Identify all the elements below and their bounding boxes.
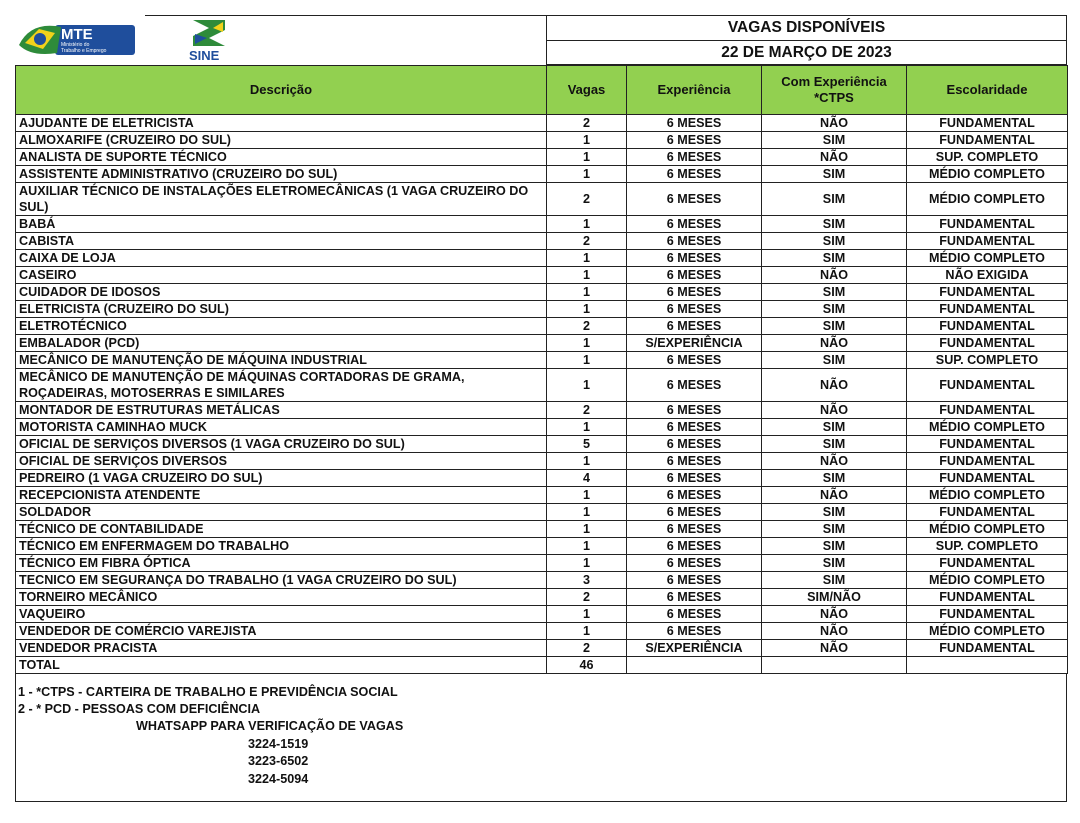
cell-experiencia: 6 MESES	[627, 538, 762, 555]
cell-vagas: 1	[547, 521, 627, 538]
table-row	[16, 419, 1068, 436]
cell-vagas: 1	[547, 132, 627, 149]
total-value: 46	[547, 657, 627, 674]
cell-descricao: TÉCNICO EM FIBRA ÓPTICA	[16, 555, 547, 572]
cell-experiencia: 6 MESES	[627, 166, 762, 183]
cell-ctps: NÃO	[762, 402, 907, 419]
cell-experiencia: 6 MESES	[627, 402, 762, 419]
cell-escolaridade: FUNDAMENTAL	[907, 589, 1068, 606]
cell-ctps: SIM	[762, 284, 907, 301]
cell-vagas: 1	[547, 335, 627, 352]
cell-descricao: VENDEDOR PRACISTA	[16, 640, 547, 657]
svg-text:Trabalho e Emprego: Trabalho e Emprego	[61, 48, 107, 54]
col-vagas: Vagas	[547, 66, 627, 115]
cell-escolaridade: FUNDAMENTAL	[907, 233, 1068, 250]
table-row	[16, 436, 1068, 453]
cell-vagas: 1	[547, 301, 627, 318]
cell-vagas: 2	[547, 115, 627, 132]
table-row	[16, 623, 1068, 640]
cell-escolaridade: FUNDAMENTAL	[907, 284, 1068, 301]
cell-escolaridade: FUNDAMENTAL	[907, 640, 1068, 657]
table-row	[16, 318, 1068, 335]
cell-vagas: 1	[547, 369, 627, 402]
note-pcd: 2 - * PCD - PESSOAS COM DEFICIÊNCIA	[18, 702, 261, 716]
table-row	[16, 183, 1068, 216]
cell-descricao: CUIDADOR DE IDOSOS	[16, 284, 547, 301]
cell-escolaridade: MÉDIO COMPLETO	[907, 250, 1068, 267]
cell-experiencia: 6 MESES	[627, 216, 762, 233]
cell-descricao: OFICIAL DE SERVIÇOS DIVERSOS	[16, 453, 547, 470]
phone-number: 3223-6502	[248, 754, 309, 768]
cell-vagas: 3	[547, 572, 627, 589]
total-row	[16, 657, 1068, 674]
cell-vagas: 1	[547, 284, 627, 301]
cell-escolaridade: MÉDIO COMPLETO	[907, 183, 1068, 216]
cell-ctps: SIM	[762, 419, 907, 436]
cell-ctps: SIM	[762, 538, 907, 555]
cell-ctps: SIM	[762, 132, 907, 149]
table-row	[16, 335, 1068, 352]
cell-descricao: TECNICO EM SEGURANÇA DO TRABALHO (1 VAGA CRUZEIRO DO SUL)	[16, 572, 547, 589]
table-header-row	[16, 66, 1068, 115]
cell-experiencia: 6 MESES	[627, 183, 762, 216]
cell-descricao: VAQUEIRO	[16, 606, 547, 623]
cell-descricao: CAIXA DE LOJA	[16, 250, 547, 267]
cell-escolaridade: FUNDAMENTAL	[907, 606, 1068, 623]
cell-descricao: RECEPCIONISTA ATENDENTE	[16, 487, 547, 504]
cell-experiencia: 6 MESES	[627, 132, 762, 149]
cell-vagas: 2	[547, 183, 627, 216]
whatsapp-label: WHATSAPP PARA VERIFICAÇÃO DE VAGAS	[136, 719, 404, 733]
cell-ctps: SIM	[762, 352, 907, 369]
table-row	[16, 470, 1068, 487]
cell-descricao: ELETRICISTA (CRUZEIRO DO SUL)	[16, 301, 547, 318]
cell-descricao: TÉCNICO DE CONTABILIDADE	[16, 521, 547, 538]
cell-experiencia: 6 MESES	[627, 284, 762, 301]
cell-vagas: 1	[547, 267, 627, 284]
cell-escolaridade: MÉDIO COMPLETO	[907, 521, 1068, 538]
table-row	[16, 132, 1068, 149]
cell-descricao: MONTADOR DE ESTRUTURAS METÁLICAS	[16, 402, 547, 419]
cell-ctps: NÃO	[762, 335, 907, 352]
cell-experiencia: 6 MESES	[627, 115, 762, 132]
cell-ctps: NÃO	[762, 487, 907, 504]
table-row	[16, 267, 1068, 284]
page-date: 22 DE MARÇO DE 2023	[721, 44, 892, 61]
cell-escolaridade: FUNDAMENTAL	[907, 335, 1068, 352]
cell-escolaridade: FUNDAMENTAL	[907, 453, 1068, 470]
table-row	[16, 487, 1068, 504]
cell-vagas: 1	[547, 504, 627, 521]
cell-escolaridade: FUNDAMENTAL	[907, 555, 1068, 572]
cell-escolaridade: MÉDIO COMPLETO	[907, 166, 1068, 183]
notes	[15, 674, 1067, 802]
cell-escolaridade: MÉDIO COMPLETO	[907, 487, 1068, 504]
cell-escolaridade: SUP. COMPLETO	[907, 352, 1068, 369]
cell-ctps: SIM	[762, 470, 907, 487]
cell-escolaridade: FUNDAMENTAL	[907, 369, 1068, 402]
cell-vagas: 1	[547, 453, 627, 470]
cell-ctps: NÃO	[762, 623, 907, 640]
cell-escolaridade: FUNDAMENTAL	[907, 470, 1068, 487]
cell-escolaridade: SUP. COMPLETO	[907, 149, 1068, 166]
cell-vagas: 1	[547, 250, 627, 267]
table-row	[16, 640, 1068, 657]
job-listing-sheet	[15, 15, 1067, 802]
cell-experiencia: 6 MESES	[627, 419, 762, 436]
table-row	[16, 166, 1068, 183]
table-row	[16, 233, 1068, 250]
cell-escolaridade: FUNDAMENTAL	[907, 504, 1068, 521]
cell-experiencia: 6 MESES	[627, 318, 762, 335]
table-row	[16, 402, 1068, 419]
sine-logo-icon	[185, 18, 233, 63]
cell-ctps: SIM	[762, 216, 907, 233]
table-row	[16, 555, 1068, 572]
cell-experiencia: 6 MESES	[627, 606, 762, 623]
cell-escolaridade: FUNDAMENTAL	[907, 216, 1068, 233]
cell-experiencia: S/EXPERIÊNCIA	[627, 335, 762, 352]
col-ctps: Com Experiência *CTPS	[762, 66, 907, 115]
table-row	[16, 504, 1068, 521]
cell-vagas: 1	[547, 555, 627, 572]
cell-experiencia: 6 MESES	[627, 555, 762, 572]
cell-ctps: SIM	[762, 233, 907, 250]
cell-ctps: SIM	[762, 504, 907, 521]
phone-number: 3224-5094	[248, 771, 309, 786]
table-body	[16, 115, 1068, 657]
cell-ctps: SIM	[762, 555, 907, 572]
cell-experiencia: 6 MESES	[627, 301, 762, 318]
cell-vagas: 2	[547, 640, 627, 657]
cell-descricao: OFICIAL DE SERVIÇOS DIVERSOS (1 VAGA CRUZEIRO DO SUL)	[16, 436, 547, 453]
cell-experiencia: 6 MESES	[627, 233, 762, 250]
cell-vagas: 1	[547, 419, 627, 436]
cell-ctps: SIM	[762, 436, 907, 453]
col-descricao: Descrição	[16, 66, 547, 115]
cell-descricao: MECÂNICO DE MANUTENÇÃO DE MÁQUINA INDUSTRIAL	[16, 352, 547, 369]
cell-descricao: AUXILIAR TÉCNICO DE INSTALAÇÕES ELETROMECÂNICAS (1 VAGA CRUZEIRO DO SUL)	[16, 183, 547, 216]
table-row	[16, 521, 1068, 538]
divider	[145, 15, 546, 16]
cell-descricao: TORNEIRO MECÂNICO	[16, 589, 547, 606]
table-row	[16, 453, 1068, 470]
title-box	[546, 15, 1067, 65]
table-row	[16, 301, 1068, 318]
cell-ctps: NÃO	[762, 369, 907, 402]
table-row	[16, 149, 1068, 166]
cell-experiencia: 6 MESES	[627, 589, 762, 606]
table-row	[16, 606, 1068, 623]
cell-vagas: 1	[547, 606, 627, 623]
cell-vagas: 2	[547, 402, 627, 419]
cell-experiencia: 6 MESES	[627, 572, 762, 589]
table-row	[16, 216, 1068, 233]
table-row	[16, 572, 1068, 589]
cell-descricao: PEDREIRO (1 VAGA CRUZEIRO DO SUL)	[16, 470, 547, 487]
cell-vagas: 4	[547, 470, 627, 487]
mte-logo-icon	[17, 23, 135, 57]
cell-experiencia: S/EXPERIÊNCIA	[627, 640, 762, 657]
cell-descricao: CABISTA	[16, 233, 547, 250]
total-label: TOTAL	[16, 657, 547, 674]
cell-ctps: NÃO	[762, 149, 907, 166]
svg-text:MTE: MTE	[61, 26, 93, 43]
cell-ctps: NÃO	[762, 640, 907, 657]
cell-ctps: SIM	[762, 521, 907, 538]
cell-experiencia: 6 MESES	[627, 453, 762, 470]
cell-experiencia: 6 MESES	[627, 149, 762, 166]
cell-descricao: VENDEDOR DE COMÉRCIO VAREJISTA	[16, 623, 547, 640]
cell-ctps: SIM	[762, 183, 907, 216]
table-row	[16, 589, 1068, 606]
cell-vagas: 1	[547, 149, 627, 166]
cell-escolaridade: FUNDAMENTAL	[907, 132, 1068, 149]
cell-experiencia: 6 MESES	[627, 250, 762, 267]
cell-vagas: 2	[547, 233, 627, 250]
cell-descricao: BABÁ	[16, 216, 547, 233]
cell-experiencia: 6 MESES	[627, 267, 762, 284]
note-ctps: 1 - *CTPS - CARTEIRA DE TRABALHO E PREVIDÊNCIA SOCIAL	[18, 685, 398, 699]
cell-descricao: SOLDADOR	[16, 504, 547, 521]
cell-descricao: ANALISTA DE SUPORTE TÉCNICO	[16, 149, 547, 166]
cell-ctps: SIM	[762, 301, 907, 318]
cell-experiencia: 6 MESES	[627, 487, 762, 504]
cell-ctps: SIM	[762, 572, 907, 589]
cell-experiencia: 6 MESES	[627, 623, 762, 640]
cell-escolaridade: MÉDIO COMPLETO	[907, 623, 1068, 640]
cell-descricao: MOTORISTA CAMINHAO MUCK	[16, 419, 547, 436]
cell-ctps: NÃO	[762, 453, 907, 470]
cell-ctps: NÃO	[762, 606, 907, 623]
cell-experiencia: 6 MESES	[627, 436, 762, 453]
cell-escolaridade: MÉDIO COMPLETO	[907, 572, 1068, 589]
col-escolaridade: Escolaridade	[907, 66, 1068, 115]
cell-ctps: SIM/NÃO	[762, 589, 907, 606]
table-row	[16, 250, 1068, 267]
cell-escolaridade: FUNDAMENTAL	[907, 301, 1068, 318]
cell-vagas: 1	[547, 487, 627, 504]
cell-escolaridade: SUP. COMPLETO	[907, 538, 1068, 555]
cell-descricao: ASSISTENTE ADMINISTRATIVO (CRUZEIRO DO SUL)	[16, 166, 547, 183]
cell-ctps: SIM	[762, 166, 907, 183]
cell-descricao: EMBALADOR (PCD)	[16, 335, 547, 352]
table-row	[16, 115, 1068, 132]
cell-vagas: 1	[547, 166, 627, 183]
cell-vagas: 2	[547, 318, 627, 335]
cell-ctps: SIM	[762, 318, 907, 335]
cell-escolaridade: FUNDAMENTAL	[907, 402, 1068, 419]
header	[15, 15, 1067, 65]
cell-descricao: TÉCNICO EM ENFERMAGEM DO TRABALHO	[16, 538, 547, 555]
cell-experiencia: 6 MESES	[627, 504, 762, 521]
cell-descricao: ELETROTÉCNICO	[16, 318, 547, 335]
cell-experiencia: 6 MESES	[627, 470, 762, 487]
cell-escolaridade: FUNDAMENTAL	[907, 318, 1068, 335]
cell-vagas: 1	[547, 352, 627, 369]
col-experiencia: Experiência	[627, 66, 762, 115]
cell-escolaridade: MÉDIO COMPLETO	[907, 419, 1068, 436]
cell-experiencia: 6 MESES	[627, 369, 762, 402]
cell-escolaridade: NÃO EXIGIDA	[907, 267, 1068, 284]
table-row	[16, 284, 1068, 301]
table-row	[16, 352, 1068, 369]
cell-descricao: CASEIRO	[16, 267, 547, 284]
cell-descricao: AJUDANTE DE ELETRICISTA	[16, 115, 547, 132]
cell-vagas: 1	[547, 623, 627, 640]
table-row	[16, 369, 1068, 402]
cell-ctps: SIM	[762, 250, 907, 267]
svg-text:Ministério do: Ministério do	[61, 42, 90, 48]
cell-vagas: 1	[547, 538, 627, 555]
cell-vagas: 5	[547, 436, 627, 453]
cell-experiencia: 6 MESES	[627, 521, 762, 538]
vacancies-table	[15, 65, 1068, 674]
cell-experiencia: 6 MESES	[627, 352, 762, 369]
cell-vagas: 1	[547, 216, 627, 233]
cell-ctps: NÃO	[762, 267, 907, 284]
phone-number: 3224-1519	[248, 736, 309, 751]
cell-descricao: MECÂNICO DE MANUTENÇÃO DE MÁQUINAS CORTADORAS DE GRAMA, ROÇADEIRAS, MOTOSERRAS E SIMILARES	[16, 369, 547, 402]
cell-escolaridade: FUNDAMENTAL	[907, 436, 1068, 453]
table-row	[16, 538, 1068, 555]
svg-text:SINE: SINE	[189, 48, 220, 63]
cell-escolaridade: FUNDAMENTAL	[907, 115, 1068, 132]
page-title: VAGAS DISPONÍVEIS	[547, 16, 1066, 41]
cell-vagas: 2	[547, 589, 627, 606]
logos	[15, 15, 545, 65]
cell-ctps: NÃO	[762, 115, 907, 132]
cell-descricao: ALMOXARIFE (CRUZEIRO DO SUL)	[16, 132, 547, 149]
